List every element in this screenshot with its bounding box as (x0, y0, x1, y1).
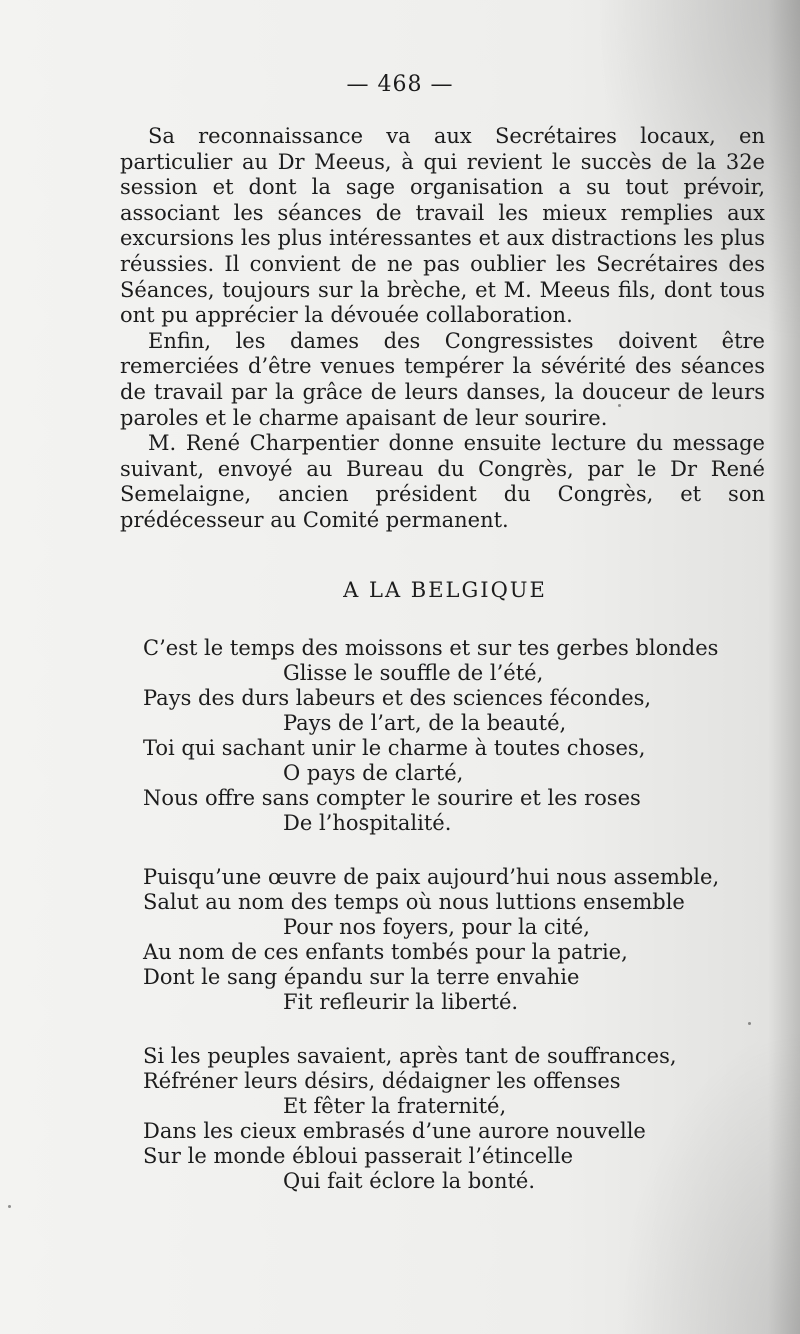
poem-verse: Si les peuples savaient, après tant de souffrances, (143, 1044, 677, 1068)
poem-verse: Salut au nom des temps où nous luttions ensemble (143, 890, 685, 914)
paper-speck (618, 404, 621, 407)
poem-verse: O pays de clarté, (283, 761, 464, 785)
poem-verse: Et fêter la fraternité, (283, 1094, 507, 1118)
poem-verse: Toi qui sachant unir le charme à toutes choses, (143, 736, 646, 760)
poem-verse: Au nom de ces enfants tombés pour la patrie, (143, 940, 628, 964)
paragraph-acknowledgements: Sa reconnaissance va aux Secrétaires locaux, en particulier au Dr Meeus, à qui revient le succès de la 32e session et dont la sage organisation a su tout prévoir, associant les séances de travail les mieux remplies aux excursions les plus intéressantes et aux distractions les plus réussies. Il convient de ne pas oublier les Secrétaires des Séances, toujours sur la brèche, et M. Meeus fils, dont tous ont pu apprécier la dévouée collaboration. (120, 124, 765, 328)
poem-verse: Fit refleurir la liberté. (283, 990, 519, 1014)
page-number: — 468 — (346, 72, 454, 97)
body-text (120, 124, 765, 534)
poem-verse: C’est le temps des moissons et sur tes gerbes blondes (143, 636, 719, 660)
poem-verse: Pour nos foyers, pour la cité, (283, 915, 590, 939)
poem-verse: Glisse le souffle de l’été, (283, 661, 544, 685)
poem-verse: Puisqu’une œuvre de paix aujourd’hui nous assemble, (143, 865, 720, 889)
poem-verse: Pays des durs labeurs et des sciences fécondes, (143, 686, 652, 710)
paragraph-ladies-thanks: Enfin, les dames des Congressistes doivent être remerciées d’être venues tempérer la sévérité des séances de travail par la grâce de leurs danses, la douceur de leurs paroles et le charme apaisant de leur sourire. (120, 328, 765, 430)
poem-verse: De l’hospitalité. (283, 811, 452, 835)
poem-verse: Nous offre sans compter le sourire et les roses (143, 786, 641, 810)
poem-verse: Pays de l’art, de la beauté, (283, 711, 567, 735)
poem-verse: Qui fait éclore la bonté. (283, 1169, 536, 1193)
poem-verse: Réfréner leurs désirs, dédaigner les offenses (143, 1069, 621, 1093)
poem-verse: Sur le monde ébloui passerait l’étincelle (143, 1144, 574, 1168)
paper-speck (748, 1022, 751, 1025)
paragraph-message-intro: M. René Charpentier donne ensuite lecture du message suivant, envoyé au Bureau du Congrès, par le Dr René Semelaigne, ancien président du Congrès, et son prédécesseur au Comité permanent. (120, 431, 765, 532)
paper-speck (8, 1205, 11, 1208)
poem-verse: Dans les cieux embrasés d’une aurore nouvelle (143, 1119, 646, 1143)
poem-verse: Dont le sang épandu sur la terre envahie (143, 965, 580, 989)
poem-title: A LA BELGIQUE (343, 578, 547, 602)
